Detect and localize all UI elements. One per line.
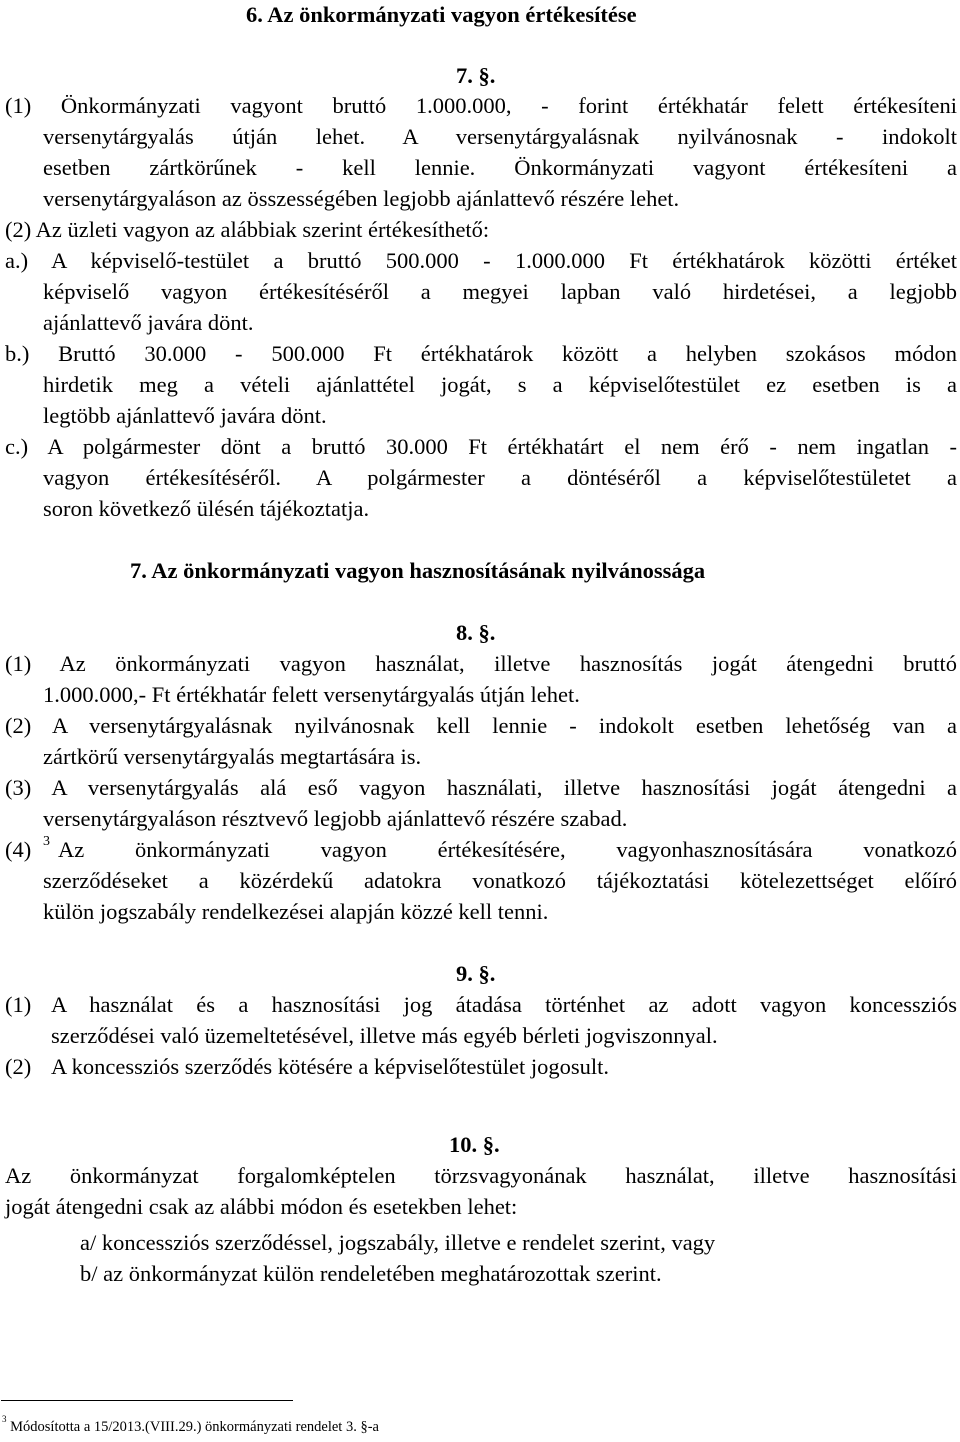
paragraph-9-number: 9. §. — [456, 961, 496, 986]
s6-line-13: vagyon értékesítéséről. A polgármester a döntéséről a képviselőtestületet a — [43, 465, 957, 490]
p8-item-4-label: (4) — [5, 837, 32, 862]
p8-line-5: (3) A versenytárgyalás alá eső vagyon használati, illetve hasznosítási jogát átengedni a — [5, 775, 957, 800]
p8-item-4-line-3: külön jogszabály rendelkezései alapján közzé kell tenni. — [43, 899, 549, 924]
p10-line-1: Az önkormányzat forgalomképtelen törzsvagyonának használat, illetve hasznosítási — [5, 1163, 957, 1188]
s6-line-4: versenytárgyaláson az összességében legjobb ajánlattevő részére lehet. — [43, 186, 680, 211]
p8-line-6: versenytárgyaláson résztvevő legjobb ajánlattevő részére szabad. — [43, 806, 628, 831]
p8-line-3: (2) A versenytárgyalásnak nyilvánosnak kell lennie - indokolt esetben lehetőség van a — [5, 713, 957, 738]
footnote — [2, 1414, 379, 1437]
p8-line-2: 1.000.000,- Ft értékhatár felett versenytárgyalás útján lehet. — [43, 682, 580, 707]
section-6-heading: 6. Az önkormányzati vagyon értékesítése — [246, 2, 637, 27]
s6-line-11: legtöbb ajánlattevő javára dönt. — [43, 403, 327, 428]
s6-line-5: (2) Az üzleti vagyon az alábbiak szerint értékesíthető: — [5, 217, 490, 242]
footnote-separator — [1, 1400, 293, 1401]
p8-item-4-line-1: Az önkormányzati vagyon értékesítésére, vagyonhasznosítására vonatkozó — [58, 837, 957, 862]
p9-item-2-text: A koncessziós szerződés kötésére a képviselőtestület jogosult. — [51, 1054, 609, 1079]
s6-line-6: a.) A képviselő-testület a bruttó 500.000 - 1.000.000 Ft értékhatárok közötti értéket — [5, 248, 957, 273]
s6-line-3: esetben zártkörűnek - kell lennie. Önkormányzati vagyont értékesíteni a — [43, 155, 957, 180]
p8-line-1: (1) Az önkormányzati vagyon használat, illetve hasznosítás jogát átengedni bruttó — [5, 651, 957, 676]
p10-list-item-b: b/ az önkormányzat külön rendeletében meghatározottak szerint. — [80, 1261, 662, 1286]
s6-line-1: (1) Önkormányzati vagyont bruttó 1.000.000, - forint értékhatár felett értékesíteni — [5, 93, 957, 118]
p9-item-1-line-2: szerződései való üzemeltetésével, illetve más egyéb bérleti jogviszonnyal. — [51, 1023, 718, 1048]
paragraph-10-number: 10. §. — [449, 1132, 500, 1157]
s6-line-12: c.) A polgármester dönt a bruttó 30.000 Ft értékhatárt el nem érő - nem ingatlan - — [5, 434, 957, 459]
s6-line-9: b.) Bruttó 30.000 - 500.000 Ft értékhatárok között a helyben szokásos módon — [5, 341, 957, 366]
s6-line-10: hirdetik meg a vételi ajánlattétel jogát, s a képviselőtestület ez esetben is a — [43, 372, 957, 397]
p8-item-4-line-2: szerződéseket a közérdekű adatokra vonatkozó tájékoztatási kötelezettséget előíró — [43, 868, 957, 893]
paragraph-7-number: 7. §. — [456, 63, 496, 88]
paragraph-8-number: 8. §. — [456, 620, 496, 645]
s6-line-2: versenytárgyalás útján lehet. A versenytárgyalásnak nyilvánosnak - indokolt — [43, 124, 957, 149]
p9-item-1-line-1: A használat és a hasznosítási jog átadása történhet az adott vagyon koncessziós — [51, 992, 957, 1017]
s6-line-7: képviselő vagyon értékesítéséről a megyei lapban való hirdetései, a legjobb — [43, 279, 957, 304]
footnote-number: 3 — [2, 1414, 7, 1425]
p8-line-4: zártkörű versenytárgyalás megtartására is. — [43, 744, 422, 769]
p10-list-item-a: a/ koncessziós szerződéssel, jogszabály, illetve e rendelet szerint, vagy — [80, 1230, 716, 1255]
s6-line-8: ajánlattevő javára dönt. — [43, 310, 254, 335]
p9-item-2-label: (2) — [5, 1054, 32, 1079]
p9-item-1-label: (1) — [5, 992, 32, 1017]
footnote-text: Módosította a 15/2013.(VIII.29.) önkormányzati rendelet 3. §-a — [10, 1419, 379, 1435]
footnote-ref-number[interactable]: 3 — [43, 833, 50, 849]
s6-line-14: soron következő ülésén tájékoztatja. — [43, 496, 370, 521]
p10-line-2: jogát átengedni csak az alábbi módon és esetekben lehet: — [5, 1194, 518, 1219]
section-7-heading: 7. Az önkormányzati vagyon hasznosításának nyilvánossága — [130, 558, 706, 583]
